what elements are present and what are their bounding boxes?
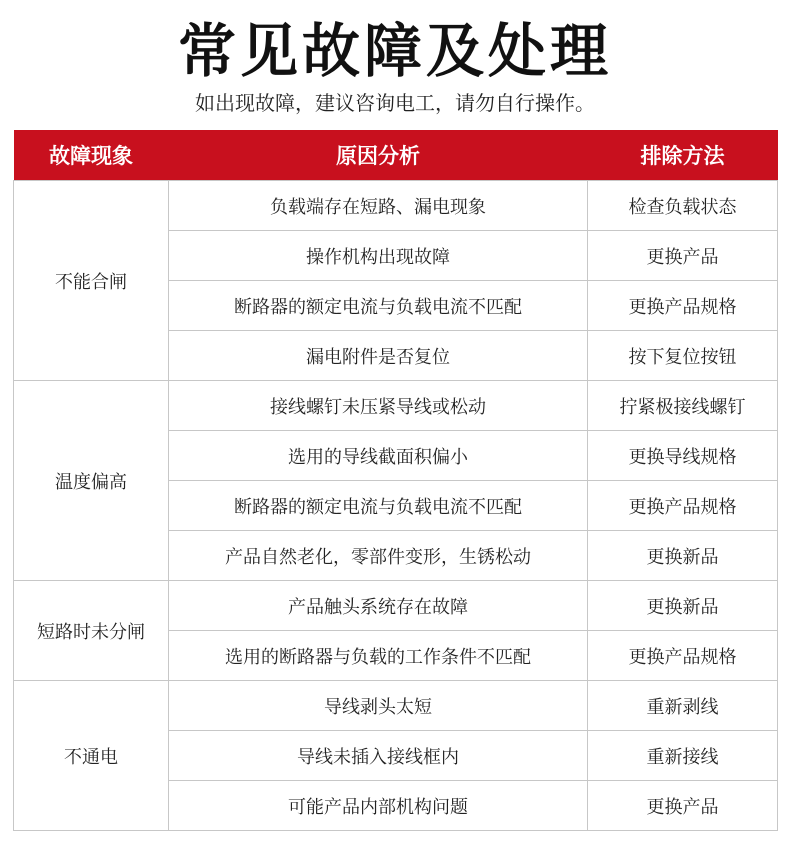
symptom-cell: 不通电 xyxy=(14,681,169,831)
fix-cell: 更换产品规格 xyxy=(588,481,778,531)
table-header-row xyxy=(14,130,778,181)
cause-cell: 产品自然老化，零部件变形，生锈松动 xyxy=(169,531,588,581)
page-title: 常见故障及处理 xyxy=(177,17,612,85)
fix-cell: 拧紧极接线螺钉 xyxy=(588,381,778,431)
fix-cell: 重新剥线 xyxy=(588,681,778,731)
cause-cell: 选用的断路器与负载的工作条件不匹配 xyxy=(169,631,588,681)
cause-cell: 接线螺钉未压紧导线或松动 xyxy=(169,381,588,431)
fix-cell: 更换产品规格 xyxy=(588,631,778,681)
cause-cell: 断路器的额定电流与负载电流不匹配 xyxy=(169,481,588,531)
table-row xyxy=(14,681,778,731)
header-symptom: 故障现象 xyxy=(14,130,169,181)
cause-cell: 负载端存在短路、漏电现象 xyxy=(169,181,588,231)
table-body xyxy=(14,181,778,831)
fix-cell: 按下复位按钮 xyxy=(588,331,778,381)
header-fix: 排除方法 xyxy=(588,130,778,181)
fix-cell: 更换新品 xyxy=(588,581,778,631)
fix-cell: 更换导线规格 xyxy=(588,431,778,481)
table-row xyxy=(14,181,778,231)
cause-cell: 选用的导线截面积偏小 xyxy=(169,431,588,481)
cause-cell: 导线剥头太短 xyxy=(169,681,588,731)
fix-cell: 重新接线 xyxy=(588,731,778,781)
fix-cell: 检查负载状态 xyxy=(588,181,778,231)
page-subtitle: 如出现故障，建议咨询电工，请勿自行操作。 xyxy=(195,91,595,115)
symptom-cell: 温度偏高 xyxy=(14,381,169,581)
cause-cell: 操作机构出现故障 xyxy=(169,231,588,281)
cause-cell: 断路器的额定电流与负载电流不匹配 xyxy=(169,281,588,331)
table-header xyxy=(14,130,778,181)
table-row xyxy=(14,581,778,631)
table-row xyxy=(14,381,778,431)
fix-cell: 更换产品 xyxy=(588,231,778,281)
fix-cell: 更换新品 xyxy=(588,531,778,581)
fix-cell: 更换产品 xyxy=(588,781,778,831)
header-cause: 原因分析 xyxy=(169,130,588,181)
cause-cell: 产品触头系统存在故障 xyxy=(169,581,588,631)
symptom-cell: 不能合闸 xyxy=(14,181,169,381)
troubleshooting-table xyxy=(13,130,778,831)
cause-cell: 导线未插入接线框内 xyxy=(169,731,588,781)
cause-cell: 可能产品内部机构问题 xyxy=(169,781,588,831)
cause-cell: 漏电附件是否复位 xyxy=(169,331,588,381)
fix-cell: 更换产品规格 xyxy=(588,281,778,331)
troubleshooting-table-container xyxy=(13,130,777,831)
symptom-cell: 短路时未分闸 xyxy=(14,581,169,681)
